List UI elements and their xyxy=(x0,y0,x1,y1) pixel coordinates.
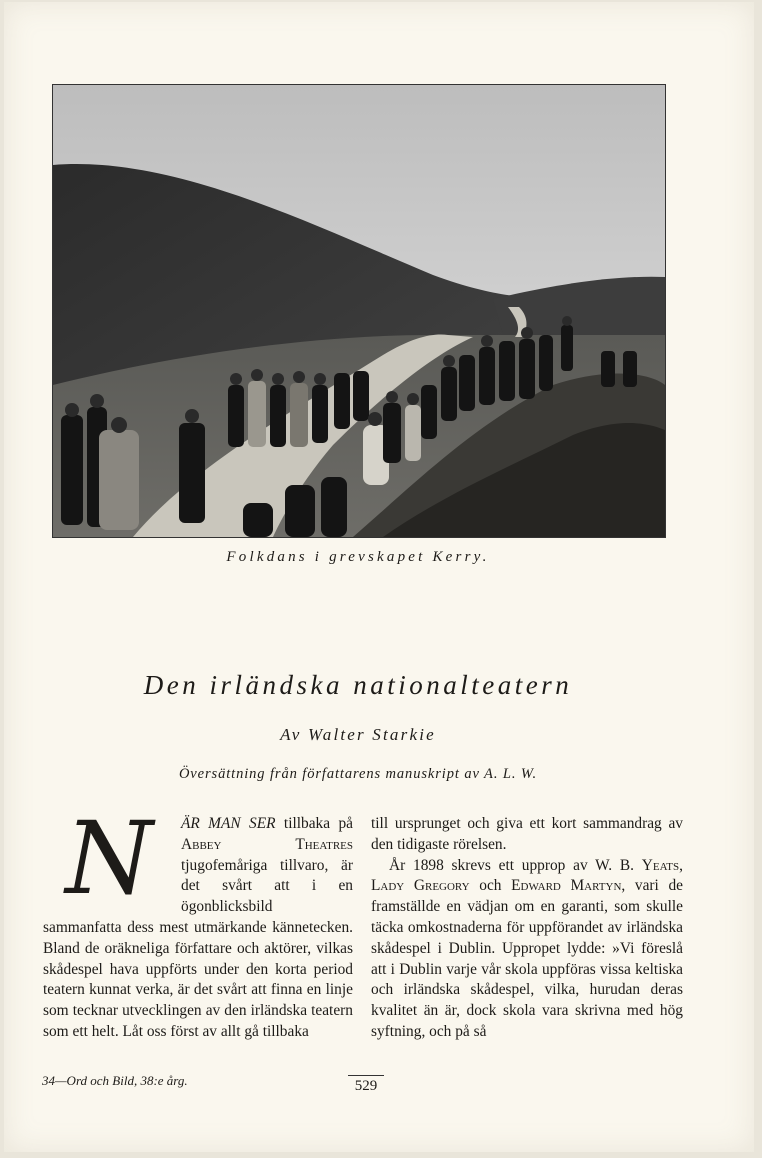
paragraph xyxy=(371,856,683,1043)
text-column-left xyxy=(43,800,353,1043)
theatre-name: Abbey Theatres xyxy=(181,835,353,853)
person-name: Lady Gregory xyxy=(371,877,470,895)
folkdance-photo xyxy=(52,84,666,538)
text-run: tillbaka på xyxy=(275,815,353,832)
person-name: Edward Martyn xyxy=(511,877,622,895)
paragraph xyxy=(43,800,353,1043)
text-run: tjugofemåriga tillvaro, är det svårt att i en ögonblicksbild sammanfatta dess mest utmärkande kännetecken. Bland de oräkneliga författare och aktörer, vilkas skådespel hava uppförts under den korta period teatern kunnat verka, är det svårt att finna en linje som tecknar utvecklingen av den irländska teatern som ett helt. Låt oss först av allt gå tillbaka xyxy=(43,856,353,1040)
text-column-right xyxy=(371,814,683,1043)
lead-words: ÄR MAN SER xyxy=(181,815,276,832)
translation-note: Översättning från författarens manuskript av A. L. W. xyxy=(178,766,538,782)
drop-cap: N xyxy=(65,800,153,917)
photo-caption: Folkdans i grevskapet Kerry. xyxy=(226,549,490,565)
page xyxy=(4,2,754,1152)
journal-signature: 34—Ord och Bild, 38:e årg. xyxy=(42,1073,188,1088)
text-run: , vari de framställde en vädjan om en garanti, som skulle täcka omkostnaderna för uppförandet av irländska skådespel i Dublin. Uppropet lydde: »Vi föreslå att i Dublin varje vår skola uppföras vissa keltiska och irländska skådespel, vilka, hurudan deras kvalitet än är, dock skola vara skrivna med hög syftning, och på så xyxy=(371,877,684,1040)
page-number: 529 xyxy=(348,1075,384,1095)
text-run: och xyxy=(469,877,512,895)
text-run: , xyxy=(679,856,683,874)
text-run: År 1898 skrevs ett upprop av W. B. xyxy=(389,856,642,874)
person-name: Yeats xyxy=(641,856,680,874)
article-byline: Av Walter Starkie xyxy=(280,725,436,744)
article-title: Den irländska nationalteatern xyxy=(143,670,573,700)
paragraph: till ursprunget och giva ett kort sammandrag av den tidigaste rörelsen. xyxy=(371,815,683,853)
folkdance-photo-icon xyxy=(53,85,665,537)
